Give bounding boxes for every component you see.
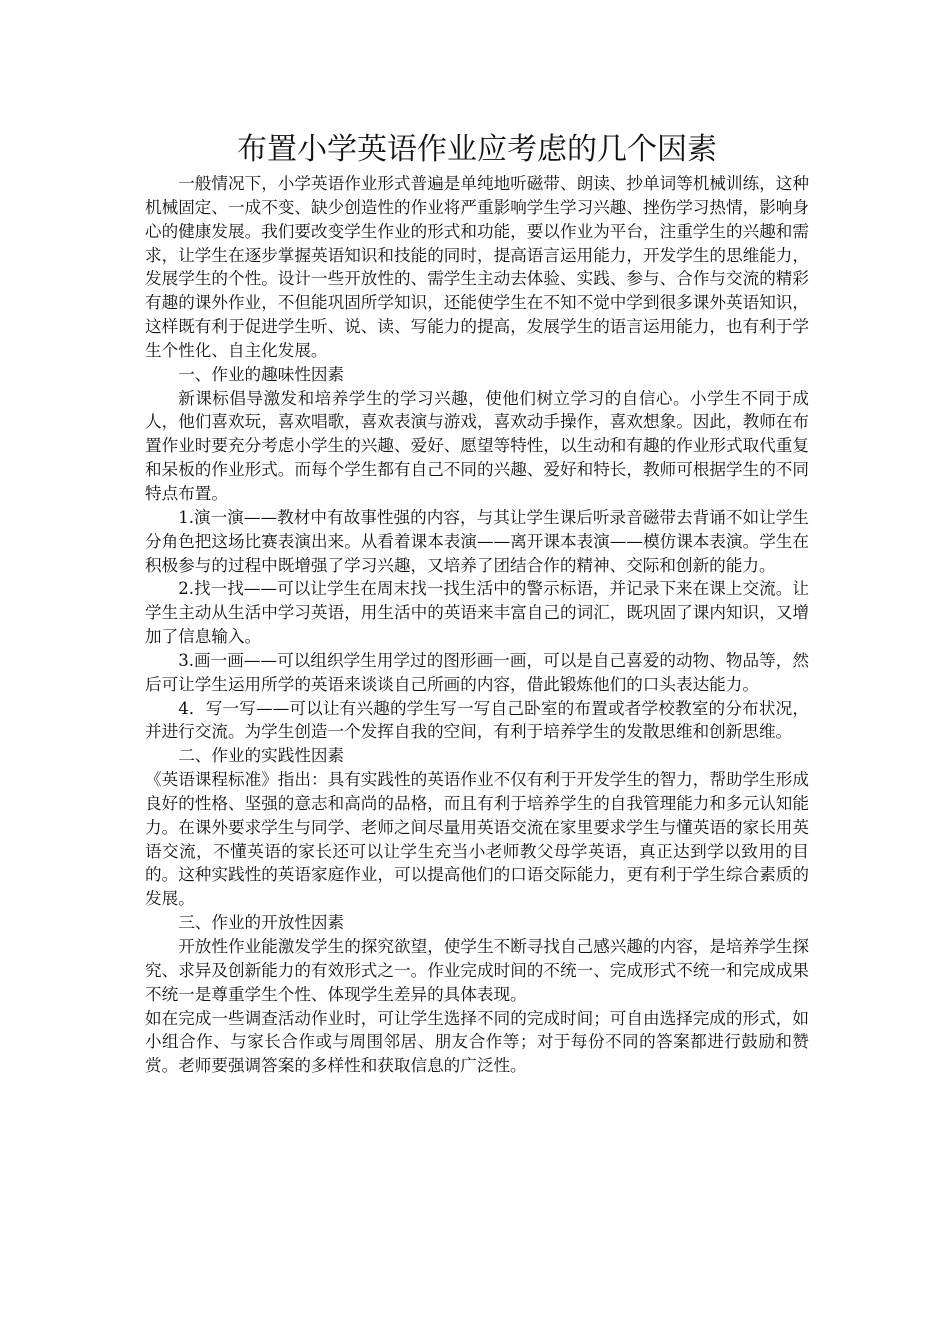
intro-paragraph: 一般情况下，小学英语作业形式普遍是单纯地听磁带、朗读、抄单词等机械训练，这种机械固定、一成不变、缺少创造性的作业将严重影响学生学习兴趣、挫伤学习热情，影响身心的健康发展。我们要改变学生作业的形式和功能，要以作业为平台，注重学生的兴趣和需求，让学生在逐步掌握英语知识和技能的同时，提高语言运用能力，开发学生的思维能力，发展学生的个性。设计一些开放性的、需学生主动去体验、实践、参与、合作与交流的精彩有趣的课外作业，不但能巩固所学知识，还能使学生在不知不觉中学到很多课外英语知识，这样既有利于促进学生听、说、读、写能力的提高，发展学生的语言运用能力，也有利于学生个性化、自主化发展。 [145,174,809,360]
section-heading-practice: 二、作业的实践性因素 [178,746,345,766]
item-write-paragraph: 4．写一写——可以让有兴趣的学生写一写自己卧室的布置或者学校教室的分布状况，并进行交流。为学生创造一个发挥自我的空间，有利于培养学生的发散思维和创新思维。 [145,698,809,742]
document-title: 布置小学英语作业应考虑的几个因素 [237,132,717,167]
interest-paragraph: 新课标倡导激发和培养学生的学习兴趣，使他们树立学习的自信心。小学生不同于成人，他们喜欢玩，喜欢唱歌，喜欢表演与游戏，喜欢动手操作，喜欢想象。因此，教师在布置作业时要充分考虑小学生的兴趣、爱好、愿望等特性，以生动和有趣的作业形式取代重复和呆板的作业形式。而每个学生都有自己不同的兴趣、爱好和特长，教师可根据学生的不同特点布置。 [145,388,809,503]
openness-paragraph: 开放性作业能激发学生的探究欲望，使学生不断寻找自己感兴趣的内容，是培养学生探究、求异及创新能力的有效形式之一。作业完成时间的不统一、完成形式不统一和完成成果不统一是尊重学生个性、体现学生差异的具体表现。 [145,937,809,1004]
section-heading-interest: 一、作业的趣味性因素 [178,364,345,384]
section-heading-openness: 三、作业的开放性因素 [178,913,345,933]
item-draw-paragraph: 3.画一画——可以组织学生用学过的图形画一画，可以是自己喜爱的动物、物品等，然后可让学生运用所学的英语来谈谈自己所画的内容，借此锻炼他们的口头表达能力。 [145,650,809,694]
document-page [145,128,809,1078]
item-find-paragraph: 2.找一找——可以让学生在周末找一找生活中的警示标语，并记录下来在课上交流。让学生主动从生活中学习英语，用生活中的英语来丰富自己的词汇，既巩固了课内知识，又增加了信息输入。 [145,579,809,647]
item-act-paragraph: 1.演一演——教材中有故事性强的内容，与其让学生课后听录音磁带去背诵不如让学生分角色把这场比赛表演出来。从看着课本表演——离开课本表演——模仿课本表演。学生在积极参与的过程中既增强了学习兴趣，又培养了团结合作的精神、交际和创新的能力。 [145,507,809,575]
practice-paragraph: 《英语课程标准》指出：具有实践性的英语作业不仅有利于开发学生的智力，帮助学生形成良好的性格、坚强的意志和高尚的品格，而且有利于培养学生的自我管理能力和多元认知能力。在课外要求学生与同学、老师之间尽量用英语交流在家里要求学生与懂英语的家长用英语交流，不懂英语的家长还可以让学生充当小老师教父母学英语，真正达到学以致用的目的。这种实践性的英语家庭作业，可以提高他们的口语交际能力，更有利于学生综合素质的发展。 [145,770,809,909]
openness-example-paragraph: 如在完成一些调查活动作业时，可让学生选择不同的完成时间；可自由选择完成的形式，如小组合作、与家长合作或与周围邻居、朋友合作等；对于每份不同的答案都进行鼓励和赞赏。老师要强调答案的多样性和获取信息的广泛性。 [145,1008,809,1076]
